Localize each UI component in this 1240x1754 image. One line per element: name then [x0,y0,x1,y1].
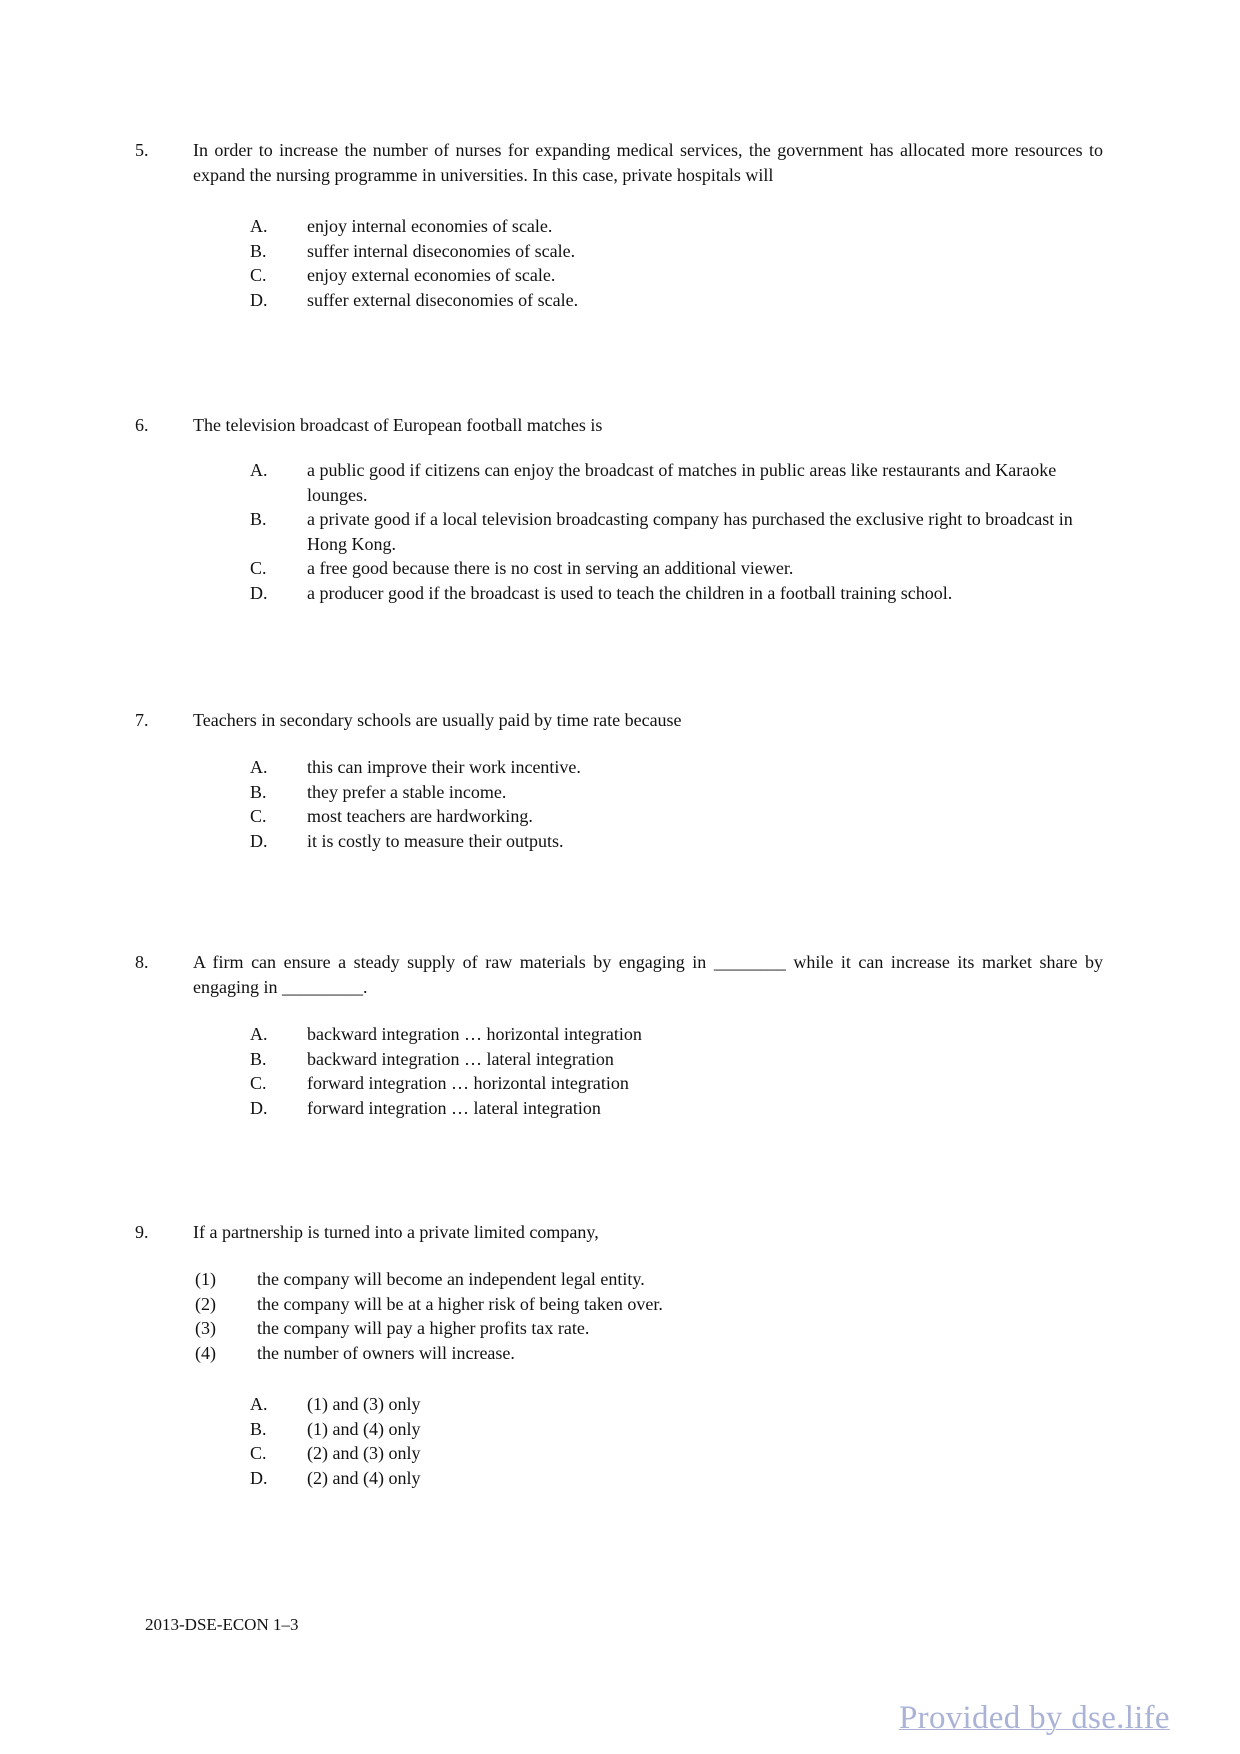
option-label: A. [250,216,268,236]
option-text: enjoy external economies of scale. [307,265,556,285]
option-label: C. [250,265,267,285]
option-c [250,556,1110,581]
option-b [250,780,1110,805]
option-c [250,804,1110,829]
option-label: B. [250,509,267,529]
option-d [250,288,1110,313]
option-a [250,755,1110,780]
question-number: 6. [135,415,149,435]
option-d [250,581,1110,606]
option-label: D. [250,582,268,603]
option-label: A. [250,460,268,480]
option-d [250,1466,1110,1491]
option-text: (1) and (4) only [307,1418,421,1439]
option-text: (2) and (4) only [307,1467,421,1488]
statement-3 [195,1316,1095,1341]
option-c [250,1071,1110,1096]
option-label: D. [250,1467,268,1488]
option-c [250,1441,1110,1466]
option-label: C. [250,806,267,826]
option-label: A. [250,1024,268,1044]
question-number: 7. [135,710,149,730]
option-label: A. [250,1394,268,1414]
option-label: D. [250,830,268,851]
option-text: suffer internal diseconomies of scale. [307,240,576,261]
question-number: 8. [135,952,149,972]
option-text: a free good because there is no cost in serving an additional viewer. [307,558,794,578]
statement-label: (3) [195,1318,216,1338]
option-label: D. [250,289,268,310]
question-stem: A firm can ensure a steady supply of raw materials by engaging in ________ while it can increase its market share by engaging in _________. [193,952,1103,997]
option-text: suffer external diseconomies of scale. [307,289,579,310]
question-stem: Teachers in secondary schools are usually paid by time rate because [193,710,682,730]
option-text: it is costly to measure their outputs. [307,830,564,851]
option-text: (2) and (3) only [307,1443,421,1463]
option-list [250,458,1110,605]
question-stem: In order to increase the number of nurses for expanding medical services, the government has allocated more resources to expand the nursing programme in universities. In this case, private hospitals will [193,140,1103,185]
option-text: a public good if citizens can enjoy the broadcast of matches in public areas like restaurants and Karaoke lounges. [307,460,1057,505]
option-label: B. [250,781,267,802]
question-number: 5. [135,140,149,160]
option-c [250,263,1110,288]
question-stem: The television broadcast of European football matches is [193,415,603,435]
option-text: a private good if a local television broadcasting company has purchased the exclusive right to broadcast in Hong Kong. [307,509,1073,554]
option-text: they prefer a stable income. [307,781,507,802]
option-text: this can improve their work incentive. [307,757,581,777]
statement-1 [195,1267,1095,1292]
option-a [250,1022,1110,1047]
option-b [250,1047,1110,1072]
question-stem: If a partnership is turned into a private limited company, [193,1222,599,1242]
option-list [250,1022,1110,1120]
option-label: B. [250,240,267,261]
statement-text: the company will be at a higher risk of being taken over. [257,1293,663,1314]
option-b [250,239,1110,264]
watermark-link[interactable]: Provided by dse.life [899,1700,1170,1736]
option-b [250,507,1110,556]
option-text: most teachers are hardworking. [307,806,533,826]
paper-code: 2013-DSE-ECON 1–3 [145,1615,299,1634]
statement-text: the number of owners will increase. [257,1342,515,1363]
option-a [250,214,1110,239]
option-text: forward integration … lateral integration [307,1097,601,1118]
option-a [250,458,1110,507]
option-a [250,1392,1110,1417]
option-label: B. [250,1048,267,1069]
option-label: C. [250,1073,267,1093]
option-text: enjoy internal economies of scale. [307,216,553,236]
option-label: D. [250,1097,268,1118]
option-label: C. [250,558,267,578]
option-label: A. [250,757,268,777]
option-text: backward integration … lateral integration [307,1048,614,1069]
statement-label: (1) [195,1269,216,1289]
statement-text: the company will pay a higher profits tax rate. [257,1318,590,1338]
option-text: backward integration … horizontal integration [307,1024,642,1044]
statement-list [195,1267,1095,1365]
option-text: a producer good if the broadcast is used to teach the children in a football training school. [307,582,953,603]
option-d [250,829,1110,854]
option-label: C. [250,1443,267,1463]
statement-label: (4) [195,1342,216,1363]
statement-4 [195,1341,1095,1366]
option-b [250,1417,1110,1442]
option-list [250,755,1110,853]
statement-text: the company will become an independent legal entity. [257,1269,645,1289]
statement-label: (2) [195,1293,216,1314]
option-text: forward integration … horizontal integration [307,1073,629,1093]
option-list [250,1392,1110,1490]
statement-2 [195,1292,1095,1317]
option-d [250,1096,1110,1121]
option-list [250,214,1110,312]
question-number: 9. [135,1222,149,1242]
option-label: B. [250,1418,267,1439]
option-text: (1) and (3) only [307,1394,421,1414]
